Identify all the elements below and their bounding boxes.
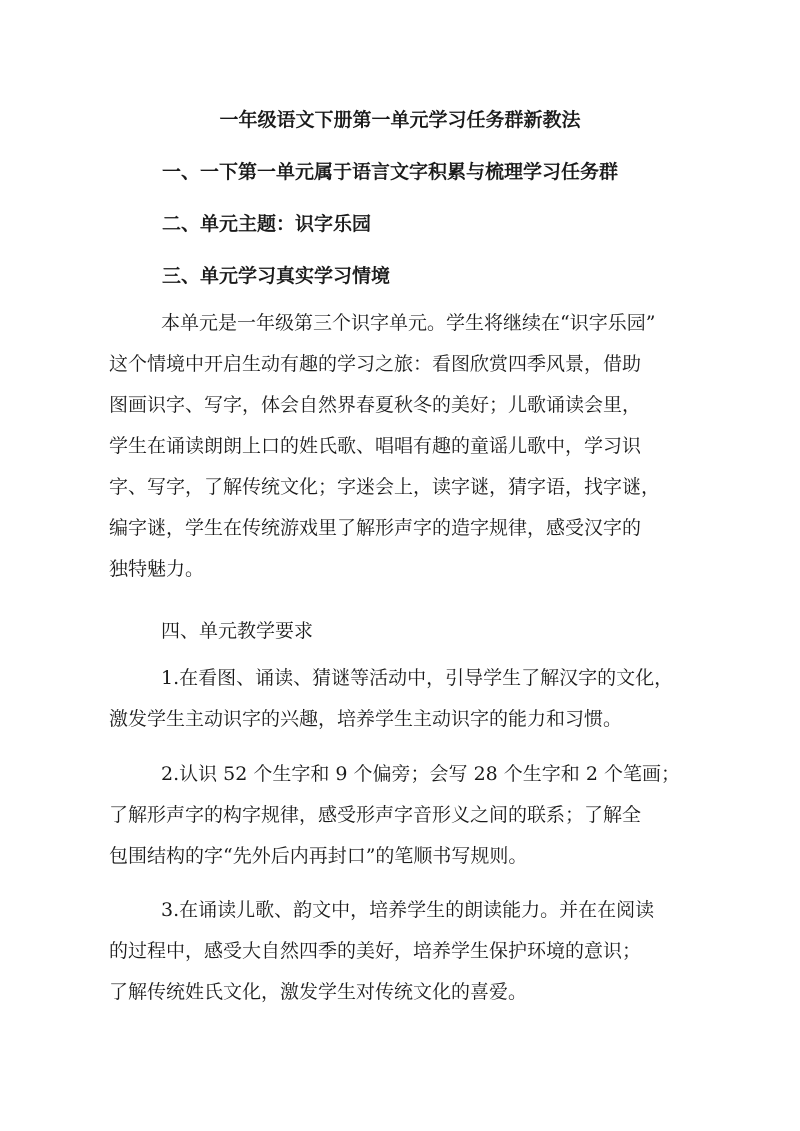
heading-task-group: 一、一下第一单元属于语言文字积累与梳理学习任务群	[162, 161, 619, 183]
section4-heading: 四、单元教学要求	[161, 620, 314, 642]
paragraph-line: 图画识字、写字，体会自然界春夏秋冬的美好；儿歌诵读会里，	[109, 394, 642, 416]
paragraph-line: 本单元是一年级第三个识字单元。学生将继续在“识字乐园”	[161, 312, 656, 334]
paragraph-line: 了解形声字的构字规律，感受形声字音形义之间的联系；了解全	[109, 804, 642, 826]
intro-paragraph	[109, 303, 693, 590]
paragraph-line: 编字谜，学生在传统游戏里了解形声字的造字规律，感受汉字的	[109, 517, 642, 539]
paragraph-line: 这个情境中开启生动有趣的学习之旅：看图欣赏四季风景，借助	[109, 353, 642, 375]
paragraph-line: 包围结构的字“先外后内再封口”的笔顺书写规则。	[109, 845, 528, 867]
paragraph-line: 学生在诵读朗朗上口的姓氏歌、唱唱有趣的童谣儿歌中，学习识	[109, 435, 642, 457]
paragraph-line: 3.在诵读儿歌、韵文中，培养学生的朗读能力。并在在阅读	[161, 899, 655, 921]
heading-unit-theme: 二、单元主题：识字乐园	[162, 213, 372, 235]
paragraph-line: 字、写字，了解传统文化；字迷会上，读字谜，猜字语，找字谜，	[109, 476, 661, 498]
paragraph-line: 激发学生主动识字的兴趣，培养学生主动识字的能力和习惯。	[109, 708, 623, 730]
requirement-3	[109, 890, 693, 1013]
requirement-1	[109, 658, 693, 740]
paragraph-line: 独特魅力。	[109, 558, 205, 580]
requirement-2	[109, 754, 693, 877]
heading-learning-context: 三、单元学习真实学习情境	[162, 265, 391, 287]
paragraph-line: 1.在看图、诵读、猜谜等活动中，引导学生了解汉字的文化，	[161, 667, 674, 689]
paragraph-line: 2.认识 52 个生字和 9 个偏旁；会写 28 个生字和 2 个笔画；	[161, 763, 680, 785]
paragraph-line: 的过程中，感受大自然四季的美好，培养学生保护环境的意识；	[109, 940, 642, 962]
paragraph-line: 了解传统姓氏文化，激发学生对传统文化的喜爱。	[109, 981, 528, 1003]
document-title: 一年级语文下册第一单元学习任务群新教法	[219, 109, 581, 131]
